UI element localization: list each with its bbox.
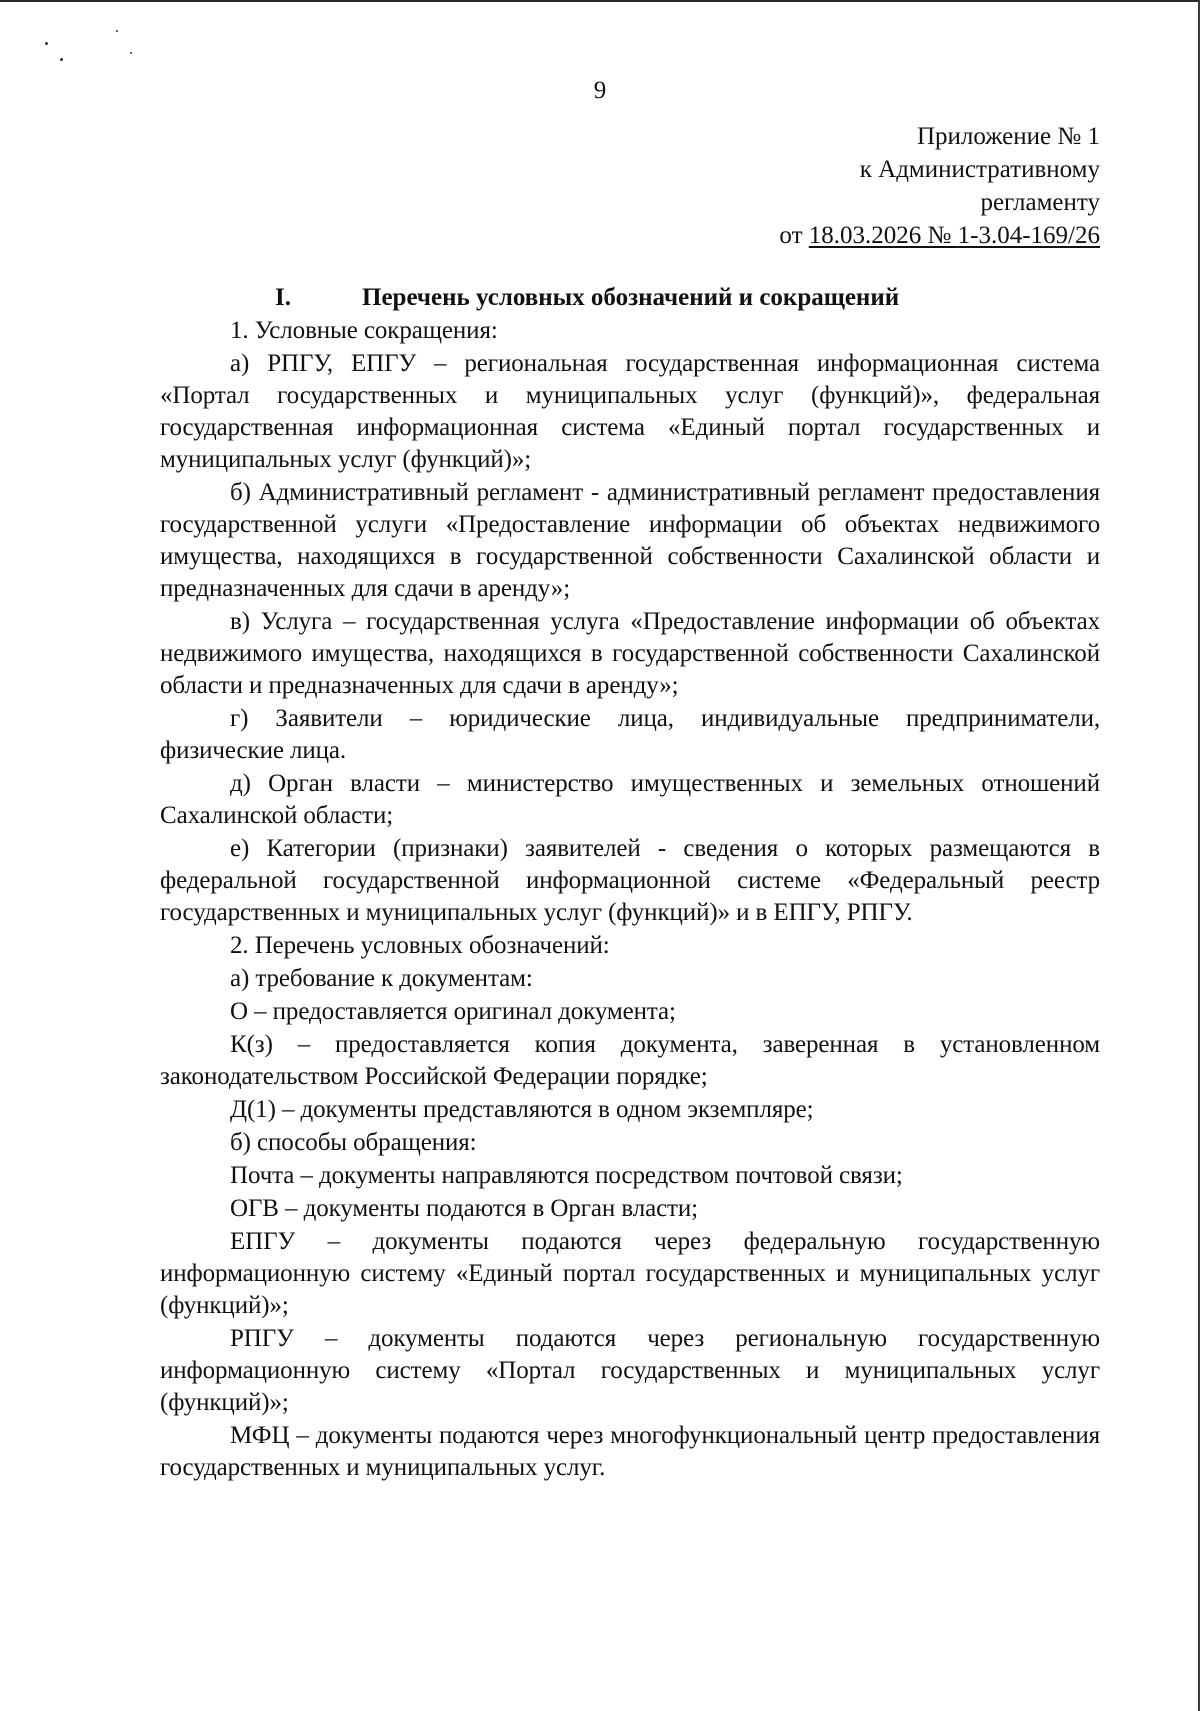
scan-edge-top [0,0,1200,2]
paragraph: ЕПГУ – документы подаются через федеральную государственную информационную систему «Единый портал государственных и муниципальных услуг (функций)»; [160,1228,1100,1319]
section-heading [160,282,1100,314]
appendix-reference: к Административному [859,156,1100,183]
paragraph: 2. Перечень условных обозначений: [230,932,610,959]
appendix-title: Приложение № 1 [916,123,1100,150]
paragraph: е) Категории (признаки) заявителей - сведения о которых размещаются в федеральной государственной информационной системе «Федеральный реестр государственных и муниципальных услуг (функций)» и в ЕПГУ, РПГУ. [160,835,1100,926]
paragraph: г) Заявители – юридические лица, индивидуальные предприниматели, физические лица. [160,705,1100,764]
section-number: I. [275,284,291,311]
number-sign: № [921,222,958,249]
paragraph: МФЦ – документы подаются через многофункциональный центр предоставления государственных и муниципальных услуг. [160,1422,1100,1481]
page-number: 9 [593,77,607,104]
paragraph-list [160,315,1100,1484]
paragraph: а) требование к документам: [230,965,533,992]
paragraph: РПГУ – документы подаются через региональную государственную информационную систему «Портал государственных и муниципальных услуг (функций)»; [160,1325,1100,1416]
paragraph: К(з) – предоставляется копия документа, заверенная в установленном законодательством Российской Федерации порядке; [160,1031,1100,1090]
appendix-reference-cont: регламенту [980,189,1100,216]
scan-speck [116,30,118,32]
paragraph: б) способы обращения: [230,1129,477,1156]
appendix-doc-number: 1-3.04-169/26 [957,222,1100,249]
appendix-header [779,120,1100,252]
scan-speck [45,42,48,45]
paragraph: а) РПГУ, ЕПГУ – региональная государственная информационная система «Портал государственных и муниципальных услуг (функций)», федеральная государственная информационная система «Единый портал государственных и муниципальных услуг (функций)»; [160,350,1100,473]
paragraph: д) Орган власти – министерство имущественных и земельных отношений Сахалинской области; [160,770,1100,829]
date-prefix: от [779,222,809,249]
appendix-date-line [779,219,1100,252]
appendix-date: 18.03.2026 [808,222,922,249]
scan-speck [60,58,63,61]
paragraph: Почта – документы направляются посредством почтовой связи; [230,1162,903,1189]
paragraph: ОГВ – документы подаются в Орган власти; [230,1195,699,1222]
paragraph: б) Административный регламент - административный регламент предоставления государственной услуги «Предоставление информации об объектах недвижимого имущества, находящихся в государственной собственности Сахалинской области и предназначенных для сдачи в аренду»; [160,479,1100,602]
paragraph: О – предоставляется оригинал документа; [230,998,676,1025]
scan-speck [130,52,132,54]
paragraph: Д(1) – документы представляются в одном экземпляре; [230,1096,814,1123]
paragraph: в) Услуга – государственная услуга «Предоставление информации об объектах недвижимого имущества, находящихся в государственной собственности Сахалинской области и предназначенных для сдачи в аренду»; [160,608,1100,699]
document-body [160,282,1100,1485]
section-title: Перечень условных обозначений и сокращений [362,284,900,311]
paragraph: 1. Условные сокращения: [230,317,498,344]
